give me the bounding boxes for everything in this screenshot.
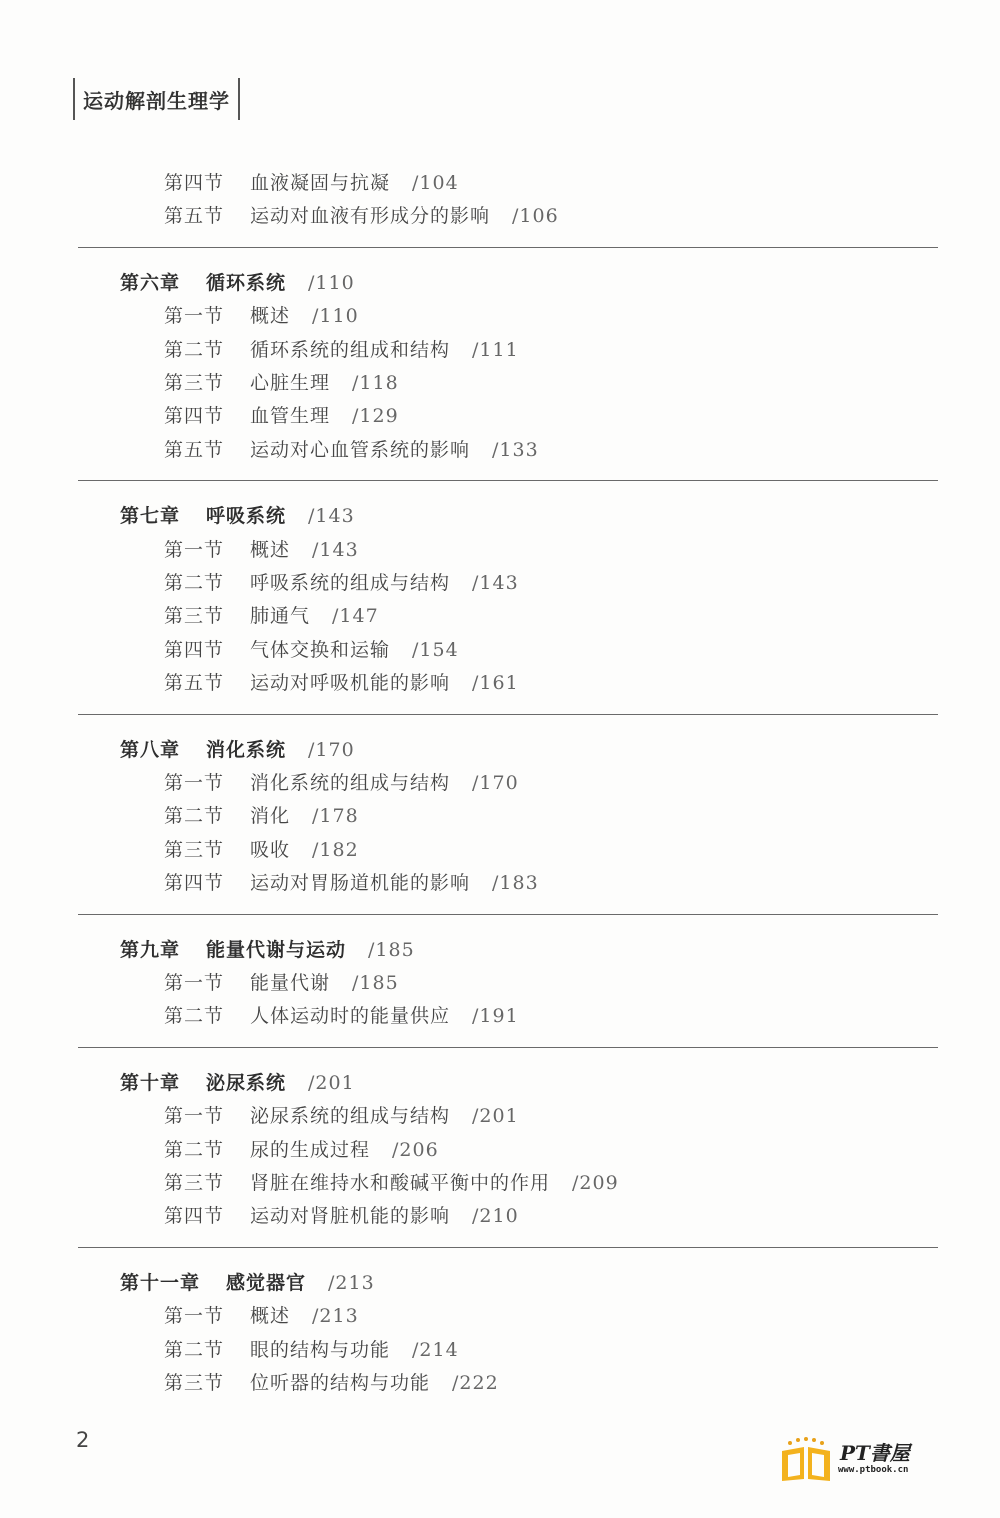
toc-section-entry[interactable] xyxy=(164,1368,499,1395)
page-reference: /154 xyxy=(412,638,459,661)
page-reference: /178 xyxy=(312,805,359,828)
chapter-divider xyxy=(78,480,938,481)
section-number: 第二节 xyxy=(164,1005,225,1028)
chapter-number: 第六章 xyxy=(120,271,181,294)
page-reference: /106 xyxy=(512,205,559,228)
toc-section-entry[interactable] xyxy=(164,1101,519,1128)
section-number: 第三节 xyxy=(164,605,225,628)
section-number: 第四节 xyxy=(164,872,225,895)
section-number: 第四节 xyxy=(164,172,225,194)
toc-section-entry[interactable] xyxy=(164,1301,359,1328)
section-number: 第五节 xyxy=(164,438,225,461)
toc-section-entry[interactable] xyxy=(164,668,519,695)
toc-section-entry[interactable] xyxy=(164,168,459,195)
page-reference: /118 xyxy=(352,372,399,394)
toc-chapter-entry[interactable] xyxy=(120,501,355,528)
section-title: 概述 xyxy=(250,305,291,328)
section-title: 消化 xyxy=(250,805,291,828)
chapter-title: 泌尿系统 xyxy=(206,1071,287,1094)
section-title: 泌尿系统的组成与结构 xyxy=(250,1105,451,1128)
page-reference: /133 xyxy=(492,438,539,461)
toc-section-entry[interactable] xyxy=(164,801,359,828)
page-reference: /170 xyxy=(308,738,355,761)
page-reference: /191 xyxy=(472,1005,519,1028)
toc-section-entry[interactable] xyxy=(164,1168,619,1195)
page-reference: /183 xyxy=(492,872,539,895)
section-number: 第二节 xyxy=(164,572,225,594)
section-number: 第二节 xyxy=(164,805,225,828)
section-title: 尿的生成过程 xyxy=(250,1138,371,1161)
toc-section-entry[interactable] xyxy=(164,635,459,662)
section-number: 第三节 xyxy=(164,1372,225,1394)
section-title: 循环系统的组成和结构 xyxy=(250,338,451,361)
section-number: 第三节 xyxy=(164,1172,225,1194)
section-title: 运动对胃肠道机能的影响 xyxy=(250,872,471,895)
toc-chapter-entry[interactable] xyxy=(120,268,355,295)
section-title: 肾脏在维持水和酸碱平衡中的作用 xyxy=(250,1172,551,1194)
section-number: 第四节 xyxy=(164,405,225,428)
toc-section-entry[interactable] xyxy=(164,601,379,628)
book-logo-icon xyxy=(778,1437,834,1483)
toc-section-entry[interactable] xyxy=(164,1201,519,1228)
page-reference: /111 xyxy=(472,338,519,361)
toc-section-entry[interactable] xyxy=(164,535,359,562)
chapter-divider xyxy=(78,1047,938,1048)
page-reference: /143 xyxy=(472,572,519,594)
section-title: 运动对肾脏机能的影响 xyxy=(250,1205,451,1228)
page-reference: /170 xyxy=(472,772,519,794)
toc-section-entry[interactable] xyxy=(164,968,399,995)
publisher-logo xyxy=(778,1437,958,1483)
section-number: 第三节 xyxy=(164,838,225,861)
running-header xyxy=(73,78,240,120)
page-reference: /206 xyxy=(392,1138,439,1161)
section-title: 人体运动时的能量供应 xyxy=(250,1005,451,1028)
section-number: 第五节 xyxy=(164,672,225,695)
toc-section-entry[interactable] xyxy=(164,835,359,862)
section-title: 运动对呼吸机能的影响 xyxy=(250,672,451,695)
section-number: 第四节 xyxy=(164,638,225,661)
page-reference: /182 xyxy=(312,838,359,861)
toc-chapter-entry[interactable] xyxy=(120,1268,375,1295)
section-title: 心脏生理 xyxy=(250,372,331,394)
toc-section-entry[interactable] xyxy=(164,301,359,328)
chapter-title: 呼吸系统 xyxy=(206,505,287,528)
page-reference: /185 xyxy=(352,972,399,994)
section-title: 血液凝固与抗凝 xyxy=(250,172,391,194)
toc-section-entry[interactable] xyxy=(164,1001,519,1028)
page-reference: /185 xyxy=(368,938,415,961)
section-title: 概述 xyxy=(250,538,291,561)
toc-section-entry[interactable] xyxy=(164,1135,439,1162)
chapter-divider xyxy=(78,1247,938,1248)
page-reference: /210 xyxy=(472,1205,519,1228)
toc-chapter-entry[interactable] xyxy=(120,935,415,962)
section-number: 第一节 xyxy=(164,972,225,994)
toc-section-entry[interactable] xyxy=(164,435,539,462)
toc-section-entry[interactable] xyxy=(164,201,559,228)
section-number: 第一节 xyxy=(164,772,225,794)
section-number: 第五节 xyxy=(164,205,225,228)
logo-text: PT書屋 xyxy=(840,1441,910,1465)
page-reference: /213 xyxy=(328,1271,375,1294)
page-reference: /147 xyxy=(332,605,379,628)
page-reference: /161 xyxy=(472,672,519,695)
section-title: 眼的结构与功能 xyxy=(250,1338,391,1361)
section-title: 气体交换和运输 xyxy=(250,638,391,661)
section-number: 第二节 xyxy=(164,1138,225,1161)
section-number: 第二节 xyxy=(164,1338,225,1361)
toc-section-entry[interactable] xyxy=(164,335,519,362)
chapter-title: 感觉器官 xyxy=(226,1271,307,1294)
chapter-number: 第七章 xyxy=(120,505,181,528)
chapter-title: 能量代谢与运动 xyxy=(206,938,347,961)
logo-url: www.ptbook.cn xyxy=(838,1465,909,1475)
toc-section-entry[interactable] xyxy=(164,768,519,795)
toc-section-entry[interactable] xyxy=(164,401,399,428)
toc-chapter-entry[interactable] xyxy=(120,1068,355,1095)
page-reference: /222 xyxy=(452,1372,499,1394)
section-number: 第一节 xyxy=(164,538,225,561)
section-title: 运动对血液有形成分的影响 xyxy=(250,205,491,228)
toc-section-entry[interactable] xyxy=(164,568,519,595)
section-title: 肺通气 xyxy=(250,605,311,628)
section-number: 第四节 xyxy=(164,1205,225,1228)
book-title: 运动解剖生理学 xyxy=(83,88,230,113)
page-reference: /110 xyxy=(312,305,359,328)
section-number: 第一节 xyxy=(164,1305,225,1328)
section-title: 运动对心血管系统的影响 xyxy=(250,438,471,461)
page-reference: /129 xyxy=(352,405,399,428)
chapter-number: 第十一章 xyxy=(120,1271,201,1294)
chapter-title: 消化系统 xyxy=(206,738,287,761)
page-reference: /201 xyxy=(308,1071,355,1094)
page-number: 2 xyxy=(76,1428,90,1452)
chapter-title: 循环系统 xyxy=(206,271,287,294)
toc-section-entry[interactable] xyxy=(164,868,539,895)
section-number: 第一节 xyxy=(164,1105,225,1128)
page-reference: /143 xyxy=(312,538,359,561)
section-title: 能量代谢 xyxy=(250,972,331,994)
page-reference: /213 xyxy=(312,1305,359,1328)
chapter-number: 第九章 xyxy=(120,938,181,961)
toc-section-entry[interactable] xyxy=(164,368,399,395)
section-title: 位听器的结构与功能 xyxy=(250,1372,431,1394)
section-title: 血管生理 xyxy=(250,405,331,428)
page-reference: /214 xyxy=(412,1338,459,1361)
page-reference: /110 xyxy=(308,271,355,294)
chapter-divider xyxy=(78,914,938,915)
chapter-divider xyxy=(78,714,938,715)
page-reference: /201 xyxy=(472,1105,519,1128)
section-number: 第二节 xyxy=(164,338,225,361)
toc-chapter-entry[interactable] xyxy=(120,735,355,762)
section-title: 吸收 xyxy=(250,838,291,861)
section-number: 第一节 xyxy=(164,305,225,328)
page-reference: /104 xyxy=(412,172,459,194)
chapter-number: 第十章 xyxy=(120,1071,181,1094)
section-title: 消化系统的组成与结构 xyxy=(250,772,451,794)
page-reference: /143 xyxy=(308,505,355,528)
section-number: 第三节 xyxy=(164,372,225,394)
page-reference: /209 xyxy=(572,1172,619,1194)
section-title: 概述 xyxy=(250,1305,291,1328)
chapter-number: 第八章 xyxy=(120,738,181,761)
chapter-divider xyxy=(78,247,938,248)
toc-section-entry[interactable] xyxy=(164,1335,459,1362)
section-title: 呼吸系统的组成与结构 xyxy=(250,572,451,594)
